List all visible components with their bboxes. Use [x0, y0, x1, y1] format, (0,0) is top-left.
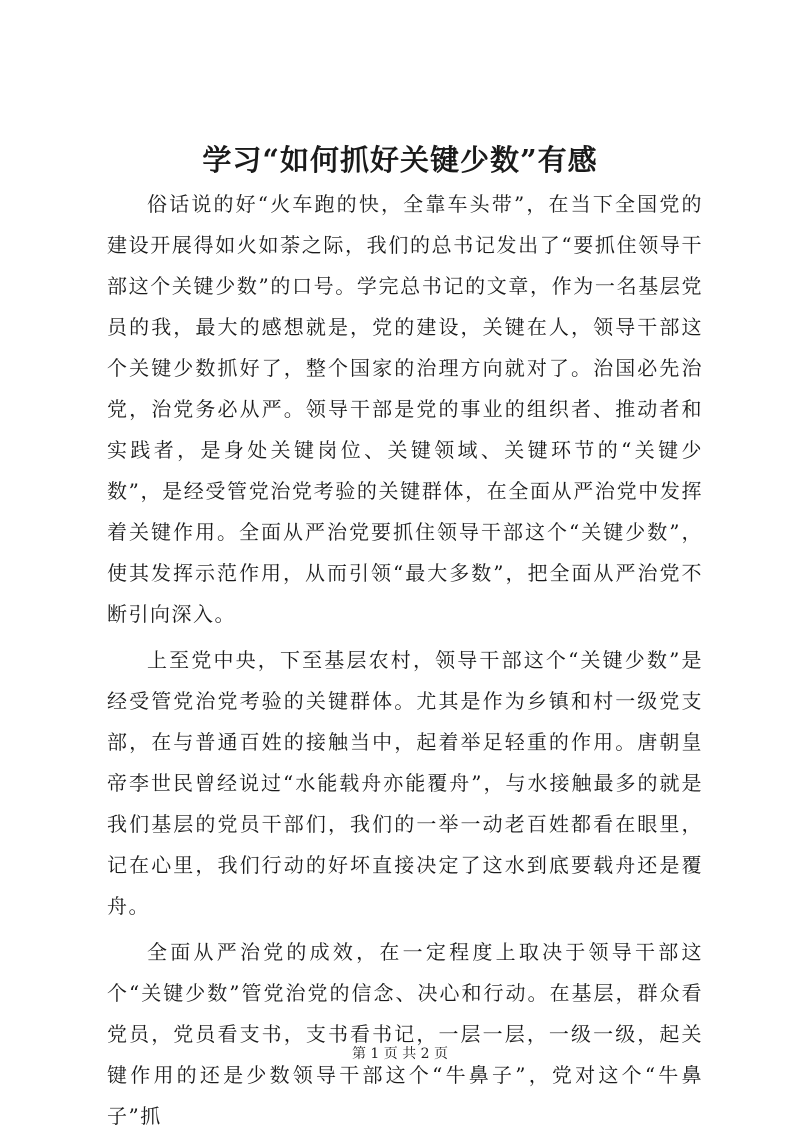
paragraph: 上至党中央，下至基层农村，领导干部这个“关键少数”是经受管党治党考验的关键群体。尤其是作为乡镇和村一级党支部，在与普通百姓的接触当中，起着举足轻重的作用。唐朝皇帝李世民曾经说过“水能载舟亦能覆舟”，与水接触最多的就是我们基层的党员干部们，我们的一举一动老百姓都看在眼里，记在心里，我们行动的好坏直接决定了这水到底要载舟还是覆舟。: [107, 648, 703, 918]
document-body: [107, 184, 703, 1142]
page-number-footer: 第 1 页 共 2 页: [351, 1046, 449, 1062]
page-title: 学习“如何抓好关键少数”有感: [202, 143, 598, 177]
paragraph: 俗话说的好“火车跑的快，全靠车头带”，在当下全国党的建设开展得如火如荼之际，我们的总书记发出了“要抓住领导干部这个关键少数”的口号。学完总书记的文章，作为一名基层党员的我，最大的感想就是，党的建设，关键在人，领导干部这个关键少数抓好了，整个国家的治理方向就对了。治国必先治党，治党务必从严。领导干部是党的事业的组织者、推动者和实践者，是身处关键岗位、关键领域、关键环节的“关键少数”，是经受管党治党考验的关键群体，在全面从严治党中发挥着关键作用。全面从严治党要抓住领导干部这个“关键少数”，使其发挥示范作用，从而引领“最大多数”，把全面从严治党不断引向深入。: [107, 192, 703, 626]
paragraph: 全面从严治党的成效，在一定程度上取决于领导干部这个“关键少数”管党治党的信念、决心和行动。在基层，群众看党员，党员看支书，支书看书记，一层一层，一级一级，起关键作用的还是少数领导干部这个“牛鼻子”，党对这个“牛鼻子”抓: [107, 940, 703, 1128]
